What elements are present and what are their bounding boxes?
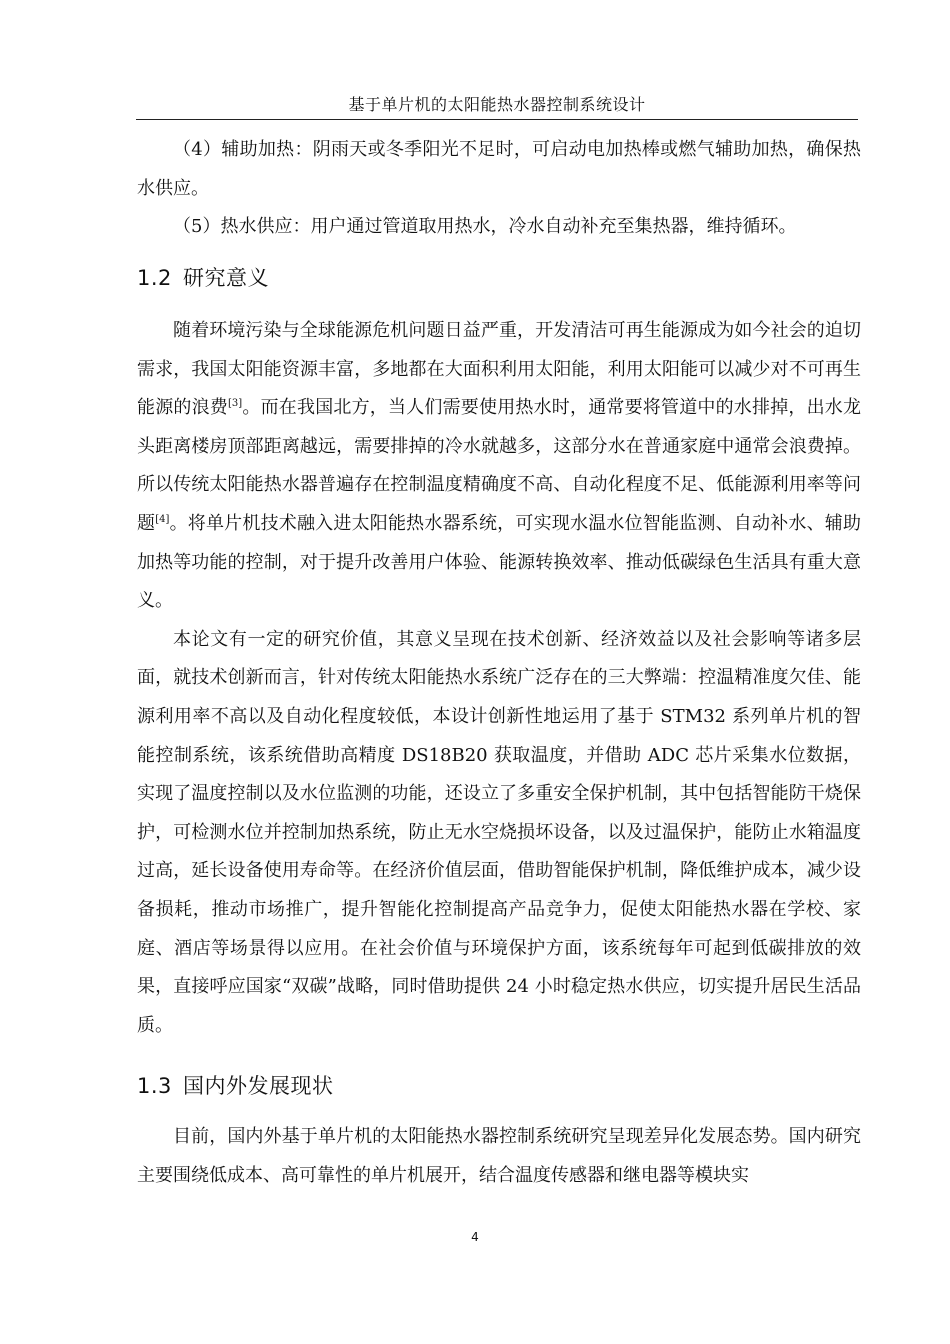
citation-ref: [4] xyxy=(155,513,170,525)
paragraph-text: 。将单片机技术融入进太阳能热水器系统，可实现水温水位智能监测、自动补水、辅助加热等功能的控制，对于提升改善用户体验、能源转换效率、推动低碳绿色生活具有重大意义。 xyxy=(137,512,861,612)
list-block xyxy=(137,131,861,247)
paragraph-text: 。而在我国北方，当人们需要使用热水时，通常要将管道中的水排掉，出水龙头距离楼房顶部距离越远，需要排掉的冷水就越多，这部分水在普通家庭中通常会浪费掉。所以传统太阳能热水器普遍存在控制温度精确度不高、自动化程度不足、低能源利用率等问题 xyxy=(137,397,862,534)
list-item-4: （4）辅助加热：阴雨天或冬季阳光不足时，可启动电加热棒或燃气辅助加热，确保热水供应。 xyxy=(137,139,861,199)
paragraph-text: 随着环境污染与全球能源危机问题日益严重，开发清洁可再生能源成为如今社会的迫切需求，我国太阳能资源丰富，多地都在大面积利用太阳能，利用太阳能可以减少对不可再生能源的浪费 xyxy=(137,320,861,419)
section-title: 国内外发展现状 xyxy=(183,1074,334,1098)
section-1-2-body xyxy=(137,312,861,1045)
header-divider xyxy=(136,119,858,120)
section-1-3-body xyxy=(137,1118,861,1195)
section-number: 1.2 xyxy=(137,266,172,290)
page-number: 4 xyxy=(471,1230,479,1244)
section-heading-1-2 xyxy=(137,262,269,292)
list-item-5: （5）热水供应：用户通过管道取用热水，冷水自动补充至集热器，维持循环。 xyxy=(173,216,797,238)
paragraph: 目前，国内外基于单片机的太阳能热水器控制系统研究呈现差异化发展态势。国内研究主要围绕低成本、高可靠性的单片机展开，结合温度传感器和继电器等模块实 xyxy=(137,1126,861,1186)
paragraph xyxy=(137,312,861,621)
paragraph: 本论文有一定的研究价值，其意义呈现在技术创新、经济效益以及社会影响等诸多层面，就技术创新而言，针对传统太阳能热水系统广泛存在的三大弊端：控温精准度欠佳、能源利用率不高以及自动化程度较低，本设计创新性地运用了基于 STM32 系列单片机的智能控制系统，该系统借助高精度 DS18B20 获取温度，并借助 ADC 芯片采集水位数据，实现了温度控制以及水位监测的功能，还设立了多重安全保护机制，其中包括智能防干烧保护，可检测水位并控制加热系统，防止无水空烧损坏设备，以及过温保护，能防止水箱温度过高，延长设备使用寿命等。在经济价值层面，借助智能保护机制，降低维护成本，减少设备损耗，推动市场推广，提升智能化控制提高产品竞争力，促使太阳能热水器在学校、家庭、酒店等场景得以应用。在社会价值与环境保护方面，该系统每年可起到低碳排放的效果，直接呼应国家“双碳”战略，同时借助提供 24 小时稳定热水供应，切实提升居民生活品质。 xyxy=(137,628,861,1036)
citation-ref: [3] xyxy=(228,398,243,410)
section-title: 研究意义 xyxy=(183,266,269,290)
section-number: 1.3 xyxy=(137,1074,172,1098)
section-heading-1-3 xyxy=(137,1070,334,1100)
page-header-title: 基于单片机的太阳能热水器控制系统设计 xyxy=(348,95,646,114)
